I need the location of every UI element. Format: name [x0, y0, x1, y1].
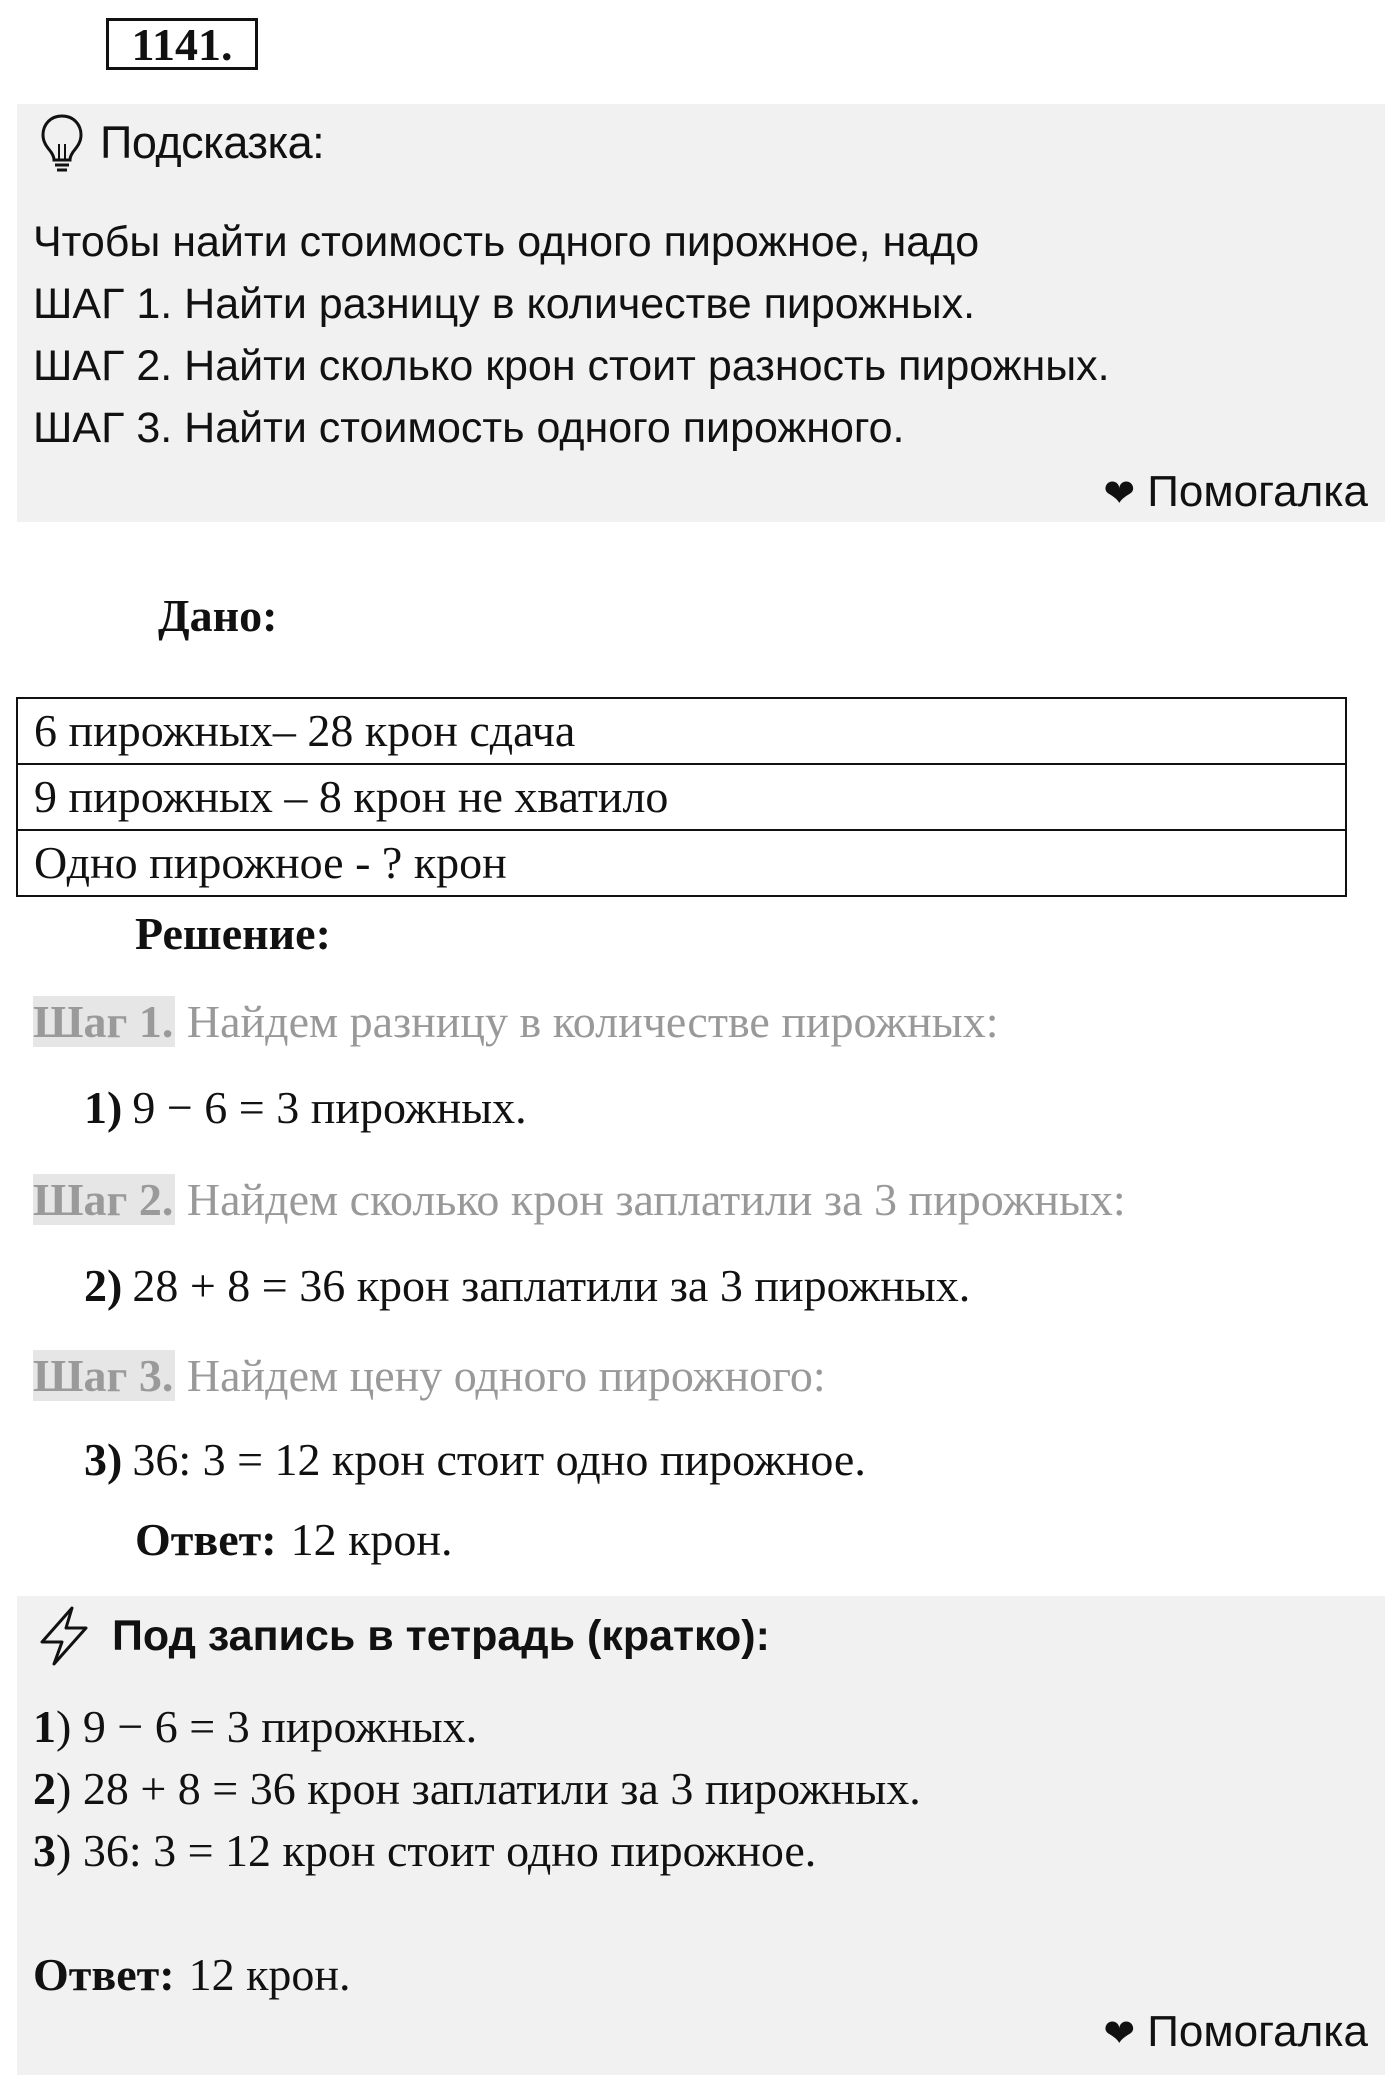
brand-signature [1103, 462, 1368, 524]
heart-icon: ❤ [1103, 2013, 1136, 2055]
given-title: Дано: [158, 590, 278, 641]
brand-label: Помогалка [1147, 2007, 1368, 2056]
table-row [17, 764, 1346, 830]
step-label: Шаг 2. [33, 1174, 174, 1225]
calc-number: 3) [84, 1434, 123, 1485]
line-number: 3 [33, 1825, 56, 1876]
brand-signature [1103, 2002, 1368, 2064]
answer-label: Ответ: [135, 1514, 277, 1565]
line-text: ) 9 − 6 = 3 пирожных. [56, 1701, 478, 1752]
notebook-line-3 [33, 1820, 816, 1882]
answer-label: Ответ: [33, 1949, 175, 2000]
solution-title: Решение: [135, 908, 331, 959]
brand-label: Помогалка [1147, 467, 1368, 516]
given-row: 6 пирожных– 28 крон сдача [17, 698, 1346, 764]
hint-step-1 [33, 274, 975, 334]
notebook-line-1 [33, 1696, 477, 1758]
hint-step-label: ШАГ 2. [33, 342, 173, 390]
calc-3 [84, 1428, 866, 1492]
given-table [16, 697, 1347, 897]
hint-step-text: Найти сколько крон стоит разность пирожных. [184, 342, 1110, 390]
lightning-icon [34, 1604, 94, 1668]
hint-step-label: ШАГ 1. [33, 280, 173, 328]
notebook-answer [33, 1944, 351, 2006]
hint-step-3 [33, 398, 904, 458]
line-number: 1 [33, 1701, 56, 1752]
notebook-title: Под запись в тетрадь (кратко): [112, 1612, 770, 1660]
heart-icon: ❤ [1103, 473, 1136, 515]
solution-step-2 [33, 1168, 1126, 1232]
line-text: ) 28 + 8 = 36 крон заплатили за 3 пирожных. [56, 1763, 921, 1814]
line-text: ) 36: 3 = 12 крон стоит одно пирожное. [56, 1825, 817, 1876]
step-text: Найдем сколько крон заплатили за 3 пирожных: [186, 1174, 1126, 1225]
answer-value: 12 крон. [290, 1514, 453, 1565]
answer-value: 12 крон. [188, 1949, 351, 2000]
table-row [17, 830, 1346, 896]
hint-step-2 [33, 336, 1110, 396]
hint-step-text: Найти разницу в количестве пирожных. [184, 280, 976, 328]
calc-number: 1) [84, 1082, 123, 1133]
solution-step-1 [33, 990, 999, 1054]
step-text: Найдем разницу в количестве пирожных: [186, 996, 999, 1047]
line-number: 2 [33, 1763, 56, 1814]
solution-answer [135, 1508, 453, 1572]
given-row: 9 пирожных – 8 крон не хватило [17, 764, 1346, 830]
hint-step-label: ШАГ 3. [33, 404, 173, 452]
notebook-line-2 [33, 1758, 921, 1820]
given-row: Одно пирожное - ? крон [17, 830, 1346, 896]
step-text: Найдем цену одного пирожного: [186, 1350, 826, 1401]
hint-intro: Чтобы найти стоимость одного пирожное, надо [33, 218, 980, 266]
hint-title: Подсказка: [100, 117, 325, 168]
lightbulb-icon [38, 112, 86, 174]
step-label: Шаг 3. [33, 1350, 174, 1401]
hint-step-text: Найти стоимость одного пирожного. [184, 404, 905, 452]
calc-text: 9 − 6 = 3 пирожных. [132, 1082, 527, 1133]
calc-1 [84, 1076, 527, 1140]
calc-text: 28 + 8 = 36 крон заплатили за 3 пирожных. [132, 1260, 971, 1311]
task-number: 1141. [106, 18, 258, 70]
table-row [17, 698, 1346, 764]
calc-number: 2) [84, 1260, 123, 1311]
calc-text: 36: 3 = 12 крон стоит одно пирожное. [132, 1434, 866, 1485]
step-label: Шаг 1. [33, 996, 174, 1047]
solution-step-3 [33, 1344, 826, 1408]
calc-2 [84, 1254, 970, 1318]
